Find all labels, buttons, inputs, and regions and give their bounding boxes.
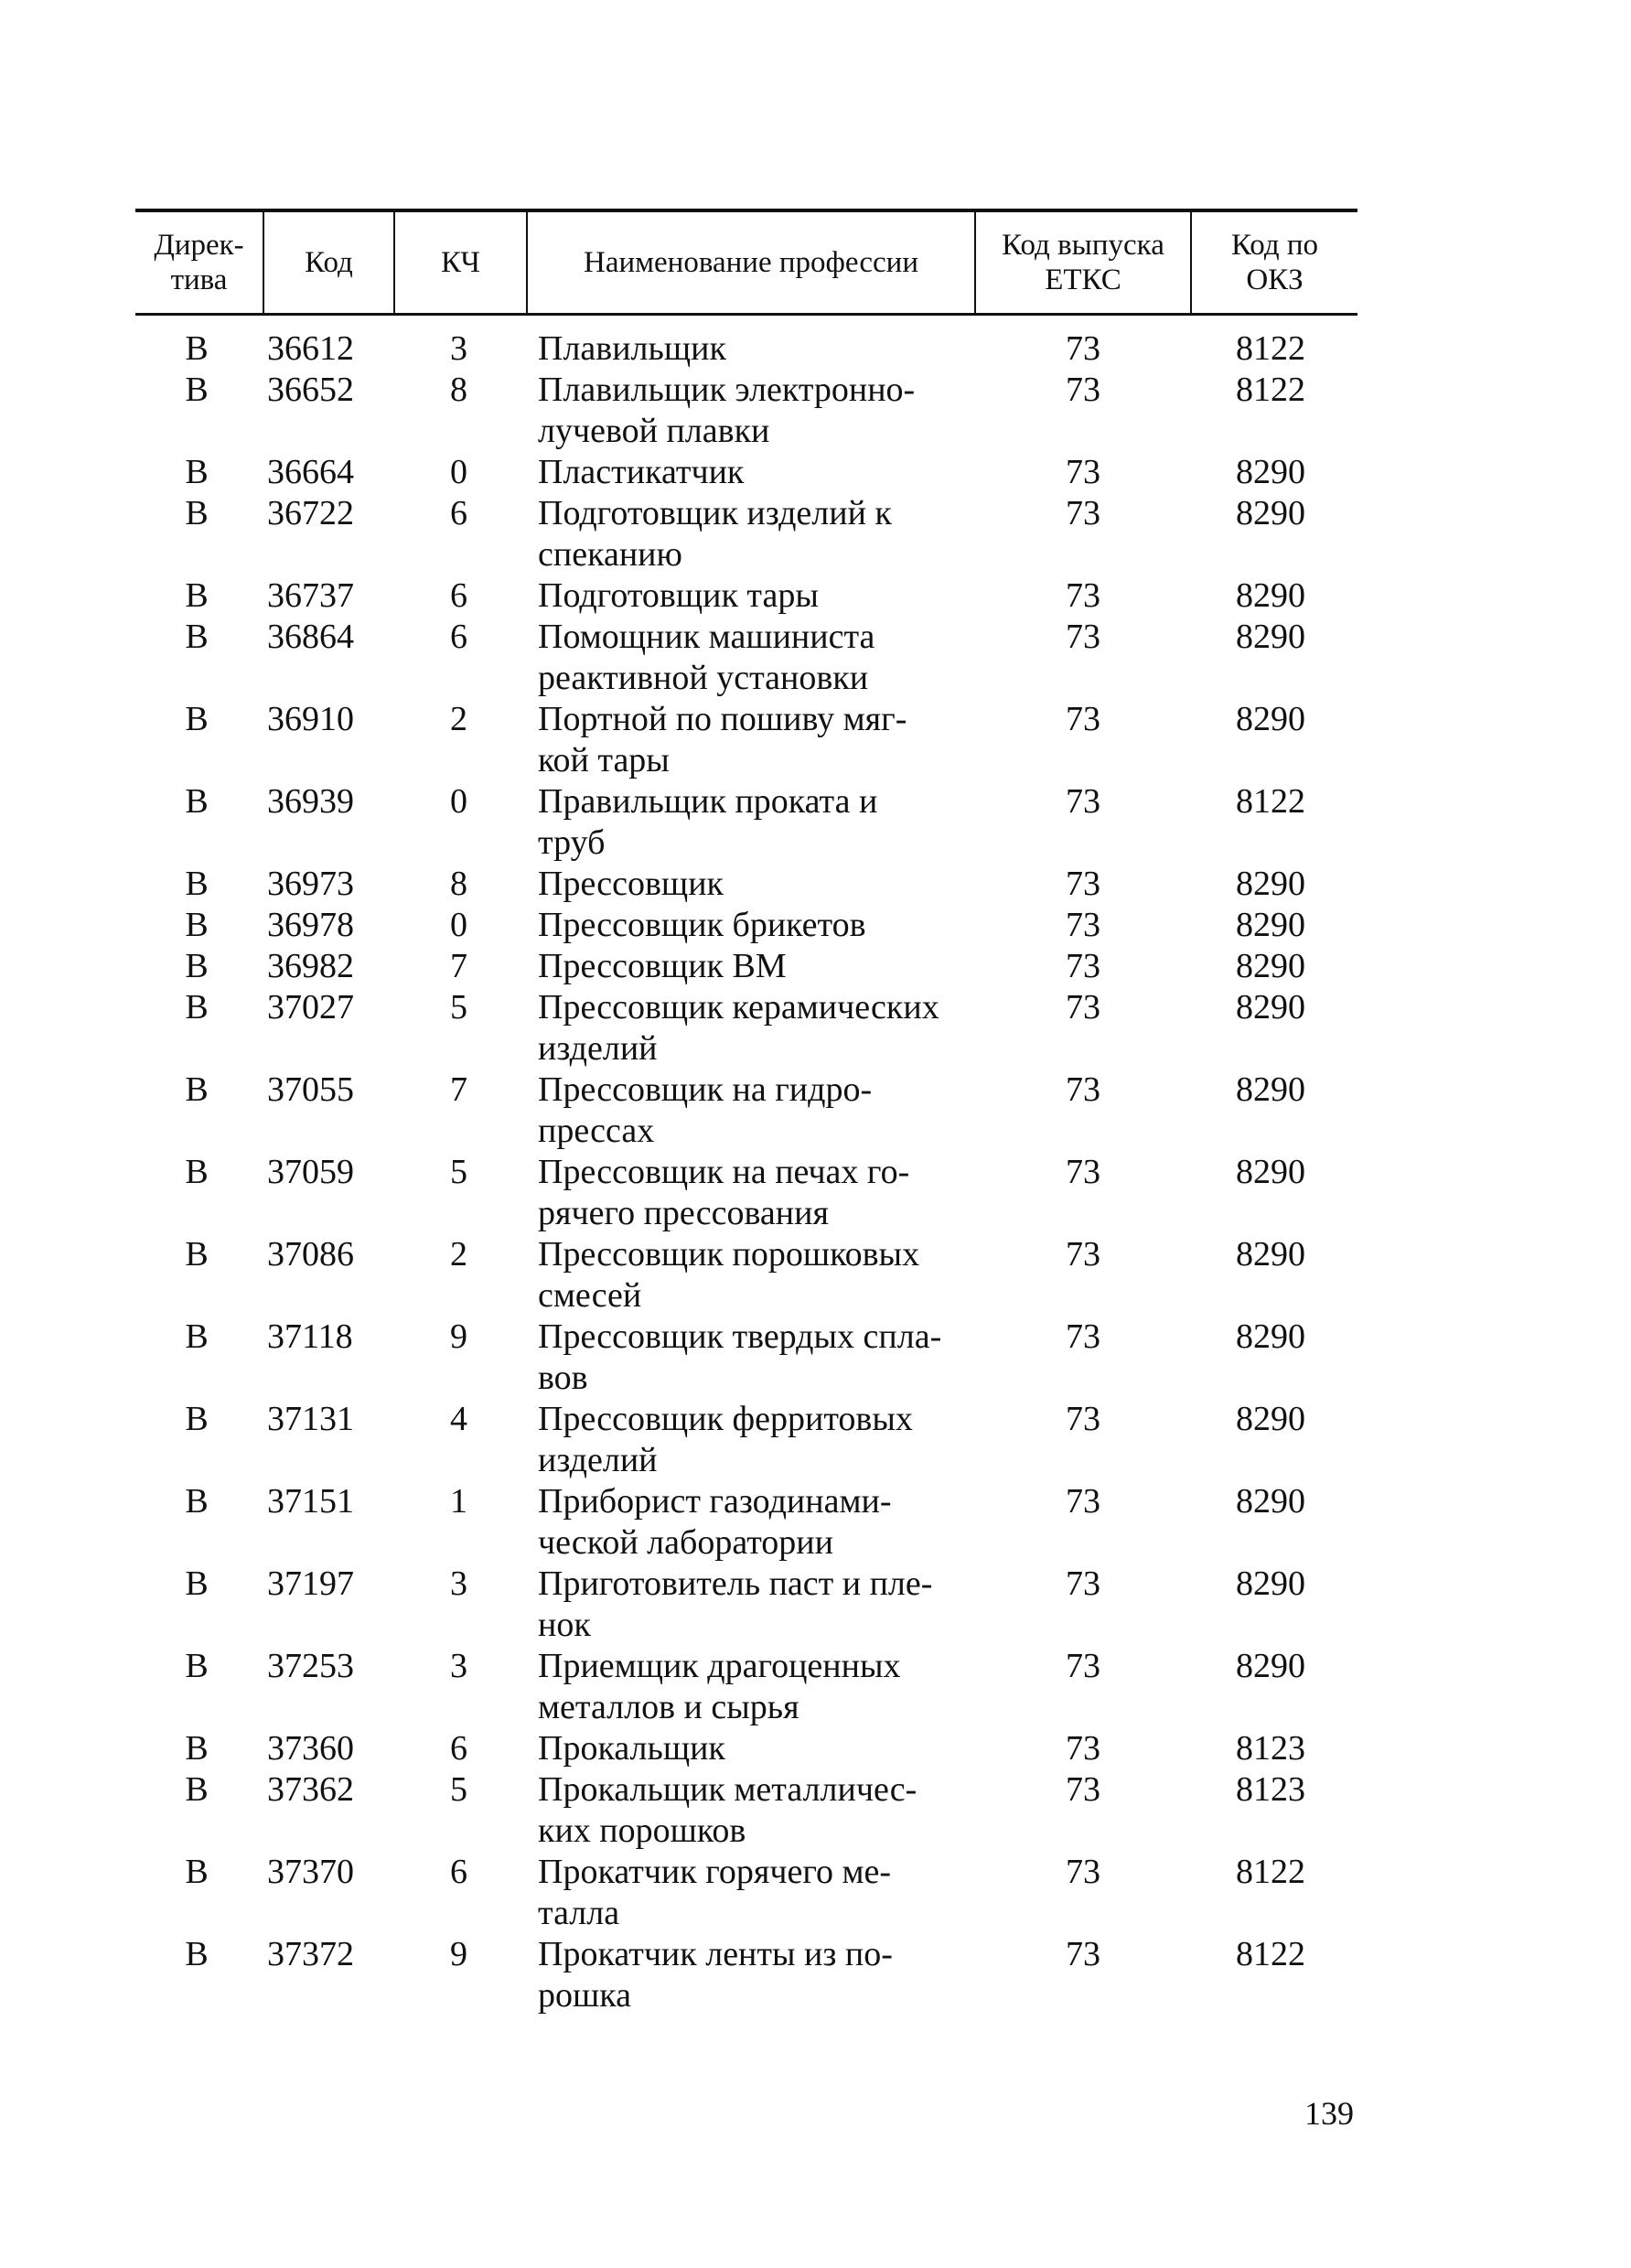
cell-kch: 3 bbox=[450, 1647, 467, 1685]
cell-kch: 6 bbox=[450, 1853, 467, 1891]
cell-code: 36939 bbox=[267, 782, 354, 821]
cell-code: 36652 bbox=[267, 371, 354, 409]
cell-code: 37118 bbox=[267, 1317, 353, 1356]
table-row bbox=[135, 617, 1357, 699]
profession-name-line: смесей bbox=[538, 1276, 642, 1315]
cell-code: 37059 bbox=[267, 1153, 354, 1191]
cell-directive: В bbox=[185, 782, 209, 821]
professions-table bbox=[135, 209, 1357, 2016]
cell-directive: В bbox=[185, 1853, 209, 1891]
cell-code: 36664 bbox=[267, 453, 354, 491]
cell-code: 36982 bbox=[267, 947, 354, 985]
cell-kch: 7 bbox=[450, 1070, 467, 1109]
cell-okz: 8290 bbox=[1236, 700, 1305, 738]
profession-name-line: ких порошков bbox=[538, 1811, 746, 1850]
cell-profession-name bbox=[527, 905, 975, 946]
cell-profession-name bbox=[527, 1234, 975, 1317]
cell-kch: 6 bbox=[450, 576, 467, 615]
profession-name-line: Приемщик драгоценных bbox=[538, 1647, 901, 1685]
cell-etks: 73 bbox=[1066, 1317, 1100, 1356]
cell-directive: В bbox=[185, 618, 209, 656]
cell-profession-name bbox=[527, 699, 975, 781]
cell-okz: 8290 bbox=[1236, 906, 1305, 944]
cell-code: 37362 bbox=[267, 1770, 354, 1809]
cell-kch: 5 bbox=[450, 1770, 467, 1809]
cell-profession-name bbox=[527, 1399, 975, 1481]
table-row bbox=[135, 1317, 1357, 1399]
cell-okz: 8290 bbox=[1236, 1400, 1305, 1438]
profession-name-line: рошка bbox=[538, 1976, 632, 2015]
cell-code: 37360 bbox=[267, 1729, 354, 1768]
profession-name-line: Подготовщик тары bbox=[538, 576, 819, 615]
cell-code: 37197 bbox=[267, 1564, 354, 1603]
cell-kch: 2 bbox=[450, 700, 467, 738]
profession-name-line: Прессовщик на печах го- bbox=[538, 1153, 910, 1191]
profession-name-line: Прессовщик керамических bbox=[538, 988, 939, 1027]
cell-etks: 73 bbox=[1066, 1564, 1100, 1603]
header-code: Код bbox=[263, 210, 394, 315]
profession-name-line: Прокальщик металличес- bbox=[538, 1770, 917, 1809]
cell-kch: 0 bbox=[450, 906, 467, 944]
table-row bbox=[135, 1852, 1357, 1934]
cell-etks: 73 bbox=[1066, 618, 1100, 656]
table-row bbox=[135, 864, 1357, 905]
cell-okz: 8290 bbox=[1236, 1235, 1305, 1274]
profession-name-line: Прессовщик на гидро- bbox=[538, 1070, 873, 1109]
cell-profession-name bbox=[527, 1769, 975, 1852]
cell-okz: 8122 bbox=[1236, 782, 1305, 821]
table-row bbox=[135, 1934, 1357, 2016]
cell-kch: 5 bbox=[450, 988, 467, 1027]
cell-okz: 8123 bbox=[1236, 1770, 1305, 1809]
page-number: 139 bbox=[1304, 2095, 1354, 2132]
profession-name-line: Прессовщик твердых спла- bbox=[538, 1317, 942, 1356]
cell-etks: 73 bbox=[1066, 1235, 1100, 1274]
cell-kch: 0 bbox=[450, 453, 467, 491]
table-row bbox=[135, 781, 1357, 864]
cell-okz: 8122 bbox=[1236, 329, 1305, 368]
cell-kch: 6 bbox=[450, 1729, 467, 1768]
cell-kch: 9 bbox=[450, 1317, 467, 1356]
cell-kch: 3 bbox=[450, 1564, 467, 1603]
cell-etks: 73 bbox=[1066, 1770, 1100, 1809]
cell-kch: 2 bbox=[450, 1235, 467, 1274]
cell-directive: В bbox=[185, 1482, 209, 1521]
cell-etks: 73 bbox=[1066, 1853, 1100, 1891]
cell-directive: В bbox=[185, 1564, 209, 1603]
cell-etks: 73 bbox=[1066, 865, 1100, 903]
cell-profession-name bbox=[527, 946, 975, 987]
cell-okz: 8290 bbox=[1236, 988, 1305, 1027]
profession-name-line: ческой лаборатории bbox=[538, 1523, 833, 1562]
cell-profession-name bbox=[527, 452, 975, 493]
profession-name-line: Пластикатчик bbox=[538, 453, 745, 491]
cell-etks: 73 bbox=[1066, 371, 1100, 409]
profession-name-line: Прокатчик ленты из по- bbox=[538, 1935, 893, 1973]
cell-code: 37253 bbox=[267, 1647, 354, 1685]
table-header bbox=[135, 210, 1357, 315]
cell-code: 37055 bbox=[267, 1070, 354, 1109]
profession-name-line: Прессовщик bbox=[538, 865, 724, 903]
profession-name-line: Прокатчик горячего ме- bbox=[538, 1853, 892, 1891]
cell-directive: В bbox=[185, 1153, 209, 1191]
table-row bbox=[135, 1399, 1357, 1481]
profession-name-line: Приборист газодинами- bbox=[538, 1482, 892, 1521]
cell-etks: 73 bbox=[1066, 947, 1100, 985]
cell-okz: 8290 bbox=[1236, 618, 1305, 656]
cell-etks: 73 bbox=[1066, 453, 1100, 491]
cell-okz: 8122 bbox=[1236, 1853, 1305, 1891]
profession-name-line: Плавильщик электронно- bbox=[538, 371, 916, 409]
cell-okz: 8290 bbox=[1236, 494, 1305, 532]
profession-name-line: Плавильщик bbox=[538, 329, 726, 368]
cell-directive: В bbox=[185, 1729, 209, 1768]
table-row bbox=[135, 987, 1357, 1070]
cell-code: 36737 bbox=[267, 576, 354, 615]
cell-directive: В bbox=[185, 1647, 209, 1685]
cell-kch: 7 bbox=[450, 947, 467, 985]
cell-profession-name bbox=[527, 1564, 975, 1646]
table-row bbox=[135, 1481, 1357, 1564]
cell-kch: 8 bbox=[450, 371, 467, 409]
cell-code: 37131 bbox=[267, 1400, 354, 1438]
cell-okz: 8290 bbox=[1236, 1070, 1305, 1109]
cell-etks: 73 bbox=[1066, 1729, 1100, 1768]
table-row bbox=[135, 1769, 1357, 1852]
table-row bbox=[135, 452, 1357, 493]
cell-profession-name bbox=[527, 1646, 975, 1728]
profession-name-line: Прокальщик bbox=[538, 1729, 725, 1768]
cell-code: 36864 bbox=[267, 618, 354, 656]
table-row bbox=[135, 575, 1357, 617]
profession-name-line: металлов и сырья bbox=[538, 1688, 799, 1726]
cell-kch: 1 bbox=[450, 1482, 467, 1521]
cell-code: 36722 bbox=[267, 494, 354, 532]
cell-code: 37027 bbox=[267, 988, 354, 1027]
table-row bbox=[135, 905, 1357, 946]
cell-directive: В bbox=[185, 1070, 209, 1109]
cell-profession-name bbox=[527, 315, 975, 371]
cell-okz: 8290 bbox=[1236, 1482, 1305, 1521]
table-row bbox=[135, 1646, 1357, 1728]
cell-profession-name bbox=[527, 1934, 975, 2016]
cell-etks: 73 bbox=[1066, 906, 1100, 944]
profession-name-line: нок bbox=[538, 1606, 591, 1644]
cell-code: 36973 bbox=[267, 865, 354, 903]
cell-directive: В bbox=[185, 947, 209, 985]
cell-code: 37372 bbox=[267, 1935, 354, 1973]
profession-name-line: реактивной установки bbox=[538, 659, 869, 697]
profession-name-line: Приготовитель паст и пле- bbox=[538, 1564, 933, 1603]
table-row bbox=[135, 699, 1357, 781]
header-kch: КЧ bbox=[394, 210, 527, 315]
cell-okz: 8290 bbox=[1236, 1317, 1305, 1356]
table-row bbox=[135, 493, 1357, 575]
cell-directive: В bbox=[185, 1770, 209, 1809]
cell-directive: В bbox=[185, 453, 209, 491]
profession-name-line: Подготовщик изделий к bbox=[538, 494, 892, 532]
cell-okz: 8290 bbox=[1236, 1564, 1305, 1603]
cell-etks: 73 bbox=[1066, 988, 1100, 1027]
cell-okz: 8290 bbox=[1236, 453, 1305, 491]
cell-kch: 3 bbox=[450, 329, 467, 368]
cell-etks: 73 bbox=[1066, 1935, 1100, 1973]
header-okz: Код по ОКЗ bbox=[1191, 210, 1357, 315]
cell-etks: 73 bbox=[1066, 1647, 1100, 1685]
cell-etks: 73 bbox=[1066, 700, 1100, 738]
cell-directive: В bbox=[185, 494, 209, 532]
cell-okz: 8290 bbox=[1236, 576, 1305, 615]
cell-directive: В bbox=[185, 1400, 209, 1438]
table-row bbox=[135, 1070, 1357, 1152]
cell-directive: В bbox=[185, 865, 209, 903]
cell-profession-name bbox=[527, 1070, 975, 1152]
cell-kch: 6 bbox=[450, 494, 467, 532]
cell-profession-name bbox=[527, 1852, 975, 1934]
header-row bbox=[135, 210, 1357, 315]
cell-profession-name bbox=[527, 617, 975, 699]
cell-directive: В bbox=[185, 1235, 209, 1274]
cell-etks: 73 bbox=[1066, 329, 1100, 368]
cell-etks: 73 bbox=[1066, 576, 1100, 615]
cell-directive: В bbox=[185, 700, 209, 738]
cell-profession-name bbox=[527, 1152, 975, 1234]
cell-directive: В bbox=[185, 906, 209, 944]
cell-code: 37370 bbox=[267, 1853, 354, 1891]
cell-okz: 8290 bbox=[1236, 1153, 1305, 1191]
table-body bbox=[135, 315, 1357, 2017]
cell-okz: 8290 bbox=[1236, 865, 1305, 903]
cell-code: 36910 bbox=[267, 700, 354, 738]
profession-name-line: спеканию bbox=[538, 535, 682, 574]
cell-okz: 8123 bbox=[1236, 1729, 1305, 1768]
cell-profession-name bbox=[527, 493, 975, 575]
cell-okz: 8122 bbox=[1236, 1935, 1305, 1973]
cell-directive: В bbox=[185, 329, 209, 368]
cell-okz: 8122 bbox=[1236, 371, 1305, 409]
table-row bbox=[135, 1234, 1357, 1317]
cell-code: 36978 bbox=[267, 906, 354, 944]
cell-code: 37086 bbox=[267, 1235, 354, 1274]
profession-name-line: Прессовщик брикетов bbox=[538, 906, 866, 944]
cell-kch: 5 bbox=[450, 1153, 467, 1191]
cell-profession-name bbox=[527, 370, 975, 452]
header-etks: Код выпуска ЕТКС bbox=[975, 210, 1191, 315]
cell-profession-name bbox=[527, 1481, 975, 1564]
cell-okz: 8290 bbox=[1236, 1647, 1305, 1685]
profession-name-line: Прессовщик ферритовых bbox=[538, 1400, 913, 1438]
cell-profession-name bbox=[527, 864, 975, 905]
cell-etks: 73 bbox=[1066, 1400, 1100, 1438]
cell-directive: В bbox=[185, 988, 209, 1027]
cell-etks: 73 bbox=[1066, 494, 1100, 532]
profession-name-line: изделий bbox=[538, 1441, 658, 1479]
cell-etks: 73 bbox=[1066, 782, 1100, 821]
profession-name-line: кой тары bbox=[538, 741, 670, 779]
cell-kch: 6 bbox=[450, 618, 467, 656]
cell-kch: 4 bbox=[450, 1400, 467, 1438]
table-row bbox=[135, 315, 1357, 371]
profession-name-line: Помощник машиниста bbox=[538, 618, 875, 656]
cell-okz: 8290 bbox=[1236, 947, 1305, 985]
cell-directive: В bbox=[185, 1317, 209, 1356]
cell-profession-name bbox=[527, 575, 975, 617]
table-row bbox=[135, 946, 1357, 987]
cell-directive: В bbox=[185, 371, 209, 409]
cell-etks: 73 bbox=[1066, 1482, 1100, 1521]
cell-profession-name bbox=[527, 781, 975, 864]
cell-directive: В bbox=[185, 1935, 209, 1973]
cell-kch: 9 bbox=[450, 1935, 467, 1973]
cell-profession-name bbox=[527, 1317, 975, 1399]
table-row bbox=[135, 1564, 1357, 1646]
cell-kch: 0 bbox=[450, 782, 467, 821]
profession-name-line: Правильщик проката и bbox=[538, 782, 878, 821]
cell-directive: В bbox=[185, 576, 209, 615]
table-row bbox=[135, 1152, 1357, 1234]
profession-name-line: Прессовщик ВМ bbox=[538, 947, 787, 985]
cell-kch: 8 bbox=[450, 865, 467, 903]
header-directive: Дирек- тива bbox=[135, 210, 263, 315]
profession-name-line: изделий bbox=[538, 1029, 658, 1068]
profession-name-line: рячего прессования bbox=[538, 1194, 829, 1232]
profession-name-line: вов bbox=[538, 1359, 588, 1397]
cell-code: 36612 bbox=[267, 329, 354, 368]
profession-name-line: Прессовщик порошковых bbox=[538, 1235, 920, 1274]
cell-profession-name bbox=[527, 1728, 975, 1769]
cell-etks: 73 bbox=[1066, 1070, 1100, 1109]
table-row bbox=[135, 370, 1357, 452]
profession-name-line: лучевой плавки bbox=[538, 412, 770, 450]
cell-code: 37151 bbox=[267, 1482, 354, 1521]
header-name: Наименование профессии bbox=[527, 210, 975, 315]
profession-name-line: труб bbox=[538, 823, 606, 862]
table-row bbox=[135, 1728, 1357, 1769]
profession-name-line: прессах bbox=[538, 1112, 655, 1150]
profession-name-line: Портной по пошиву мяг- bbox=[538, 700, 907, 738]
profession-name-line: талла bbox=[538, 1894, 620, 1932]
cell-etks: 73 bbox=[1066, 1153, 1100, 1191]
cell-profession-name bbox=[527, 987, 975, 1070]
